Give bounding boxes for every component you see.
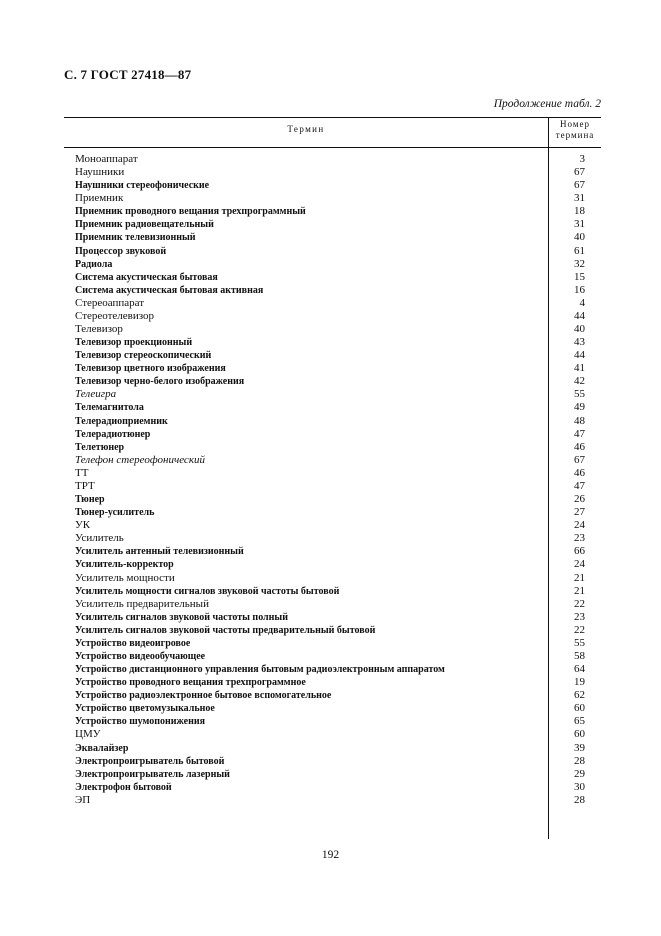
term-number-cell: 31 (574, 218, 585, 231)
table-top-rule (64, 117, 601, 118)
table-row (75, 728, 585, 741)
table-row (75, 598, 585, 611)
term-number-cell: 29 (574, 767, 585, 780)
term-cell: Телевизор цветного изображения (75, 363, 226, 375)
table-row (75, 401, 585, 414)
term-cell: Процессор звуковой (75, 245, 167, 257)
term-number-cell: 39 (574, 741, 585, 754)
table-row (75, 441, 585, 454)
term-cell: Приемник телевизионный (75, 232, 196, 244)
term-cell: ЭП (75, 793, 91, 806)
term-cell: Система акустическая бытовая (75, 271, 218, 283)
term-cell: Электропроигрыватель лазерный (75, 768, 230, 780)
table-row (75, 271, 585, 284)
term-number-cell: 55 (574, 636, 585, 649)
term-number-cell: 47 (574, 427, 585, 440)
term-number-cell: 15 (574, 270, 585, 283)
term-table-body (75, 153, 585, 807)
term-cell: Приемник проводного вещания трехпрограммный (75, 206, 306, 218)
term-number-cell: 46 (574, 466, 585, 479)
table-row (75, 742, 585, 755)
term-number-cell: 66 (574, 545, 585, 558)
term-number-cell: 67 (574, 166, 585, 179)
term-number-cell: 24 (574, 558, 585, 571)
table-row (75, 388, 585, 401)
term-number-cell: 48 (574, 414, 585, 427)
term-cell: Моноаппарат (75, 153, 138, 165)
table-row (75, 663, 585, 676)
term-cell: Усилитель мощности (75, 571, 175, 584)
term-number-cell: 44 (574, 309, 585, 322)
term-number-cell: 4 (579, 296, 585, 309)
term-cell: Радиола (75, 258, 113, 270)
term-number-cell: 65 (574, 715, 585, 728)
term-number-cell: 61 (574, 244, 585, 257)
term-number-cell: 23 (574, 532, 585, 545)
table-row (75, 637, 585, 650)
table-row (75, 375, 585, 388)
term-number-cell: 46 (574, 440, 585, 453)
term-cell: Приемник радиовещательный (75, 219, 214, 231)
table-row (75, 493, 585, 506)
table-row (75, 284, 585, 297)
term-number-cell: 19 (574, 676, 585, 689)
page-header: С. 7 ГОСТ 27418—87 (64, 67, 192, 82)
column-header-number (549, 119, 601, 141)
term-number-cell: 28 (574, 793, 585, 806)
table-continuation-label: Продолжение табл. 2 (493, 98, 601, 110)
term-cell: Телемагнитола (75, 402, 144, 414)
table-row (75, 349, 585, 362)
table-row (75, 755, 585, 768)
term-cell: Телерадиотюнер (75, 428, 151, 440)
term-number-cell: 44 (574, 349, 585, 362)
term-cell: Телеигра (75, 388, 117, 401)
table-row (75, 506, 585, 519)
term-cell: ЦМУ (75, 728, 101, 741)
term-cell: УК (75, 519, 91, 532)
term-cell: Устройство радиоэлектронное бытовое вспомогательное (75, 690, 332, 702)
term-number-cell: 47 (574, 479, 585, 492)
term-number-cell: 32 (574, 257, 585, 270)
term-number-cell: 3 (579, 153, 585, 165)
table-row (75, 585, 585, 598)
term-number-cell: 18 (574, 205, 585, 218)
term-number-cell: 22 (574, 623, 585, 636)
term-cell: Телевизор (75, 323, 123, 336)
term-cell: Электропроигрыватель бытовой (75, 755, 225, 767)
table-row (75, 362, 585, 375)
term-cell: Усилитель (75, 532, 124, 545)
term-number-cell: 21 (574, 584, 585, 597)
table-row (75, 689, 585, 702)
term-cell: Система акустическая бытовая активная (75, 284, 264, 296)
term-number-cell: 40 (574, 231, 585, 244)
term-number-cell: 42 (574, 375, 585, 388)
table-row (75, 205, 585, 218)
term-number-cell: 62 (574, 689, 585, 702)
column-header-number-line1: Номер (559, 119, 591, 129)
table-row (75, 310, 585, 323)
page-number: 192 (321, 849, 340, 861)
term-number-cell: 67 (574, 453, 585, 466)
table-row (75, 650, 585, 663)
table-row (75, 428, 585, 441)
term-number-cell: 28 (574, 754, 585, 767)
term-number-cell: 67 (574, 179, 585, 192)
term-number-cell: 60 (574, 702, 585, 715)
table-row (75, 245, 585, 258)
column-header-number-line2: термина (555, 130, 595, 140)
term-cell: ТРТ (75, 479, 95, 492)
term-cell: Устройство видеоигровое (75, 637, 191, 649)
table-row (75, 415, 585, 428)
table-row (75, 558, 585, 571)
term-number-cell: 60 (574, 728, 585, 741)
term-cell: Усилитель сигналов звуковой частоты предварительный бытовой (75, 624, 376, 636)
table-row (75, 624, 585, 637)
term-number-cell: 27 (574, 506, 585, 519)
term-number-cell: 40 (574, 323, 585, 336)
term-cell: Усилитель мощности сигналов звуковой частоты бытовой (75, 585, 340, 597)
table-row (75, 715, 585, 728)
table-row (75, 323, 585, 336)
table-row (75, 467, 585, 480)
table-row (75, 179, 585, 192)
term-cell: Устройство шумопонижения (75, 716, 206, 728)
term-cell: Устройство проводного вещания трехпрограммное (75, 677, 306, 689)
term-number-cell: 24 (574, 519, 585, 532)
term-number-cell: 55 (574, 388, 585, 401)
term-cell: Стереоаппарат (75, 296, 145, 309)
table-row (75, 794, 585, 807)
term-number-cell: 31 (574, 192, 585, 205)
table-row (75, 572, 585, 585)
term-cell: Усилитель сигналов звуковой частоты полный (75, 611, 289, 623)
column-header-term: Термин (287, 124, 325, 134)
term-cell: Стереотелевизор (75, 309, 155, 322)
term-cell: Усилитель антенный телевизионный (75, 546, 244, 558)
table-row (75, 532, 585, 545)
table-row (75, 231, 585, 244)
table-row (75, 676, 585, 689)
table-row (75, 702, 585, 715)
term-cell: Тюнер-усилитель (75, 507, 155, 519)
term-cell: Устройство цветомузыкальное (75, 703, 215, 715)
table-row (75, 297, 585, 310)
table-row (75, 336, 585, 349)
term-cell: Устройство дистанционного управления бытовым радиоэлектронным аппаратом (75, 664, 445, 676)
table-row (75, 218, 585, 231)
table-row (75, 611, 585, 624)
term-cell: Усилитель-корректор (75, 559, 174, 571)
term-cell: Устройство видеообучающее (75, 650, 206, 662)
table-row (75, 519, 585, 532)
term-number-cell: 21 (574, 571, 585, 584)
term-cell: ТТ (75, 466, 89, 479)
term-cell: Тюнер (75, 494, 105, 506)
table-row (75, 166, 585, 179)
term-cell: Телефон стереофонический (75, 453, 205, 466)
term-cell: Телевизор стереоскопический (75, 350, 212, 362)
term-number-cell: 23 (574, 610, 585, 623)
term-cell: Телевизор проекционный (75, 337, 193, 349)
term-number-cell: 22 (574, 597, 585, 610)
term-number-cell: 41 (574, 362, 585, 375)
term-cell: Наушники (75, 166, 125, 179)
term-cell: Телерадиоприемник (75, 415, 168, 427)
term-cell: Приемник (75, 192, 124, 205)
term-number-cell: 26 (574, 493, 585, 506)
term-cell: Наушники стереофонические (75, 180, 210, 192)
term-cell: Усилитель предварительный (75, 597, 209, 610)
table-row (75, 781, 585, 794)
table-row (75, 153, 585, 166)
term-number-cell: 58 (574, 649, 585, 662)
term-cell: Электрофон бытовой (75, 781, 172, 793)
term-number-cell: 30 (574, 780, 585, 793)
term-cell: Телевизор черно-белого изображения (75, 376, 245, 388)
table-row (75, 192, 585, 205)
term-number-cell: 16 (574, 283, 585, 296)
table-row (75, 768, 585, 781)
table-row (75, 480, 585, 493)
term-number-cell: 49 (574, 401, 585, 414)
term-cell: Эквалайзер (75, 742, 129, 754)
table-header-rule (64, 147, 601, 148)
term-number-cell: 64 (574, 663, 585, 676)
term-cell: Телетюнер (75, 441, 125, 453)
term-number-cell: 43 (574, 336, 585, 349)
table-row (75, 545, 585, 558)
table-row (75, 454, 585, 467)
table-row (75, 258, 585, 271)
